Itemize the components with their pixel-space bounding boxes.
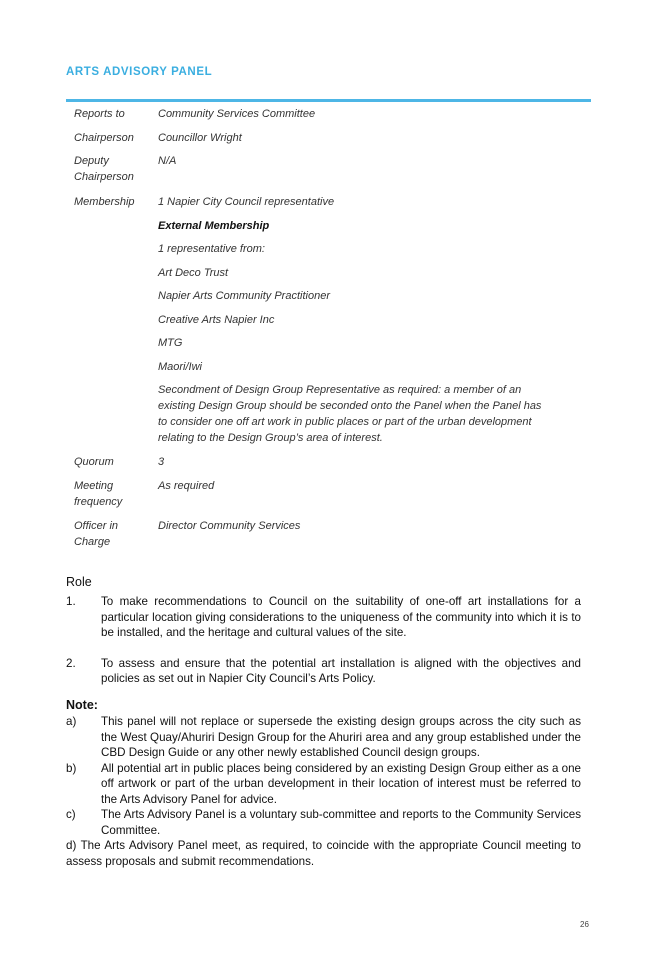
list-marker: 2. (66, 656, 76, 670)
external-membership-heading: External Membership (158, 219, 270, 232)
secondment-line: relating to the Design Group’s area of interest. (158, 432, 383, 444)
secondment-line: to consider one off art work in public places or part of the urban development (158, 416, 532, 428)
secondment-line: Secondment of Design Group Representative as required: a member of an (158, 384, 522, 396)
page-number: 26 (580, 920, 589, 929)
row-value: 3 (158, 456, 165, 468)
role-item (66, 656, 581, 687)
row-value: As required (158, 480, 215, 492)
membership-list (158, 194, 589, 454)
row-label-line: Meeting (74, 480, 114, 492)
row-reports-to (74, 106, 589, 130)
row-label-line: Charge (74, 536, 111, 548)
list-text: This panel will not replace or supersede the existing design groups across the city such as the West Quay/Ahuriri Design Group for the Ahuriri area and any group established under the CBD Design Guide or any other newly established Council design groups. (101, 715, 581, 759)
row-label: Membership (74, 196, 135, 208)
list-text: To make recommendations to Council on the suitability of one-off art installations for a particular location giving considerations to the uniqueness of the community into which it is to be installed, and the heritage and cultural values of the site. (101, 595, 581, 639)
role-heading: Role (66, 575, 92, 589)
membership-line: MTG (158, 337, 183, 349)
list-marker: c) (66, 808, 76, 821)
page-heading: ARTS ADVISORY PANEL (66, 66, 213, 78)
row-label: Quorum (74, 456, 114, 468)
row-meeting-frequency (74, 478, 589, 518)
note-item (66, 807, 581, 838)
row-value: Director Community Services (158, 520, 301, 532)
secondment-line: existing Design Group should be seconded onto the Panel when the Panel has (158, 400, 542, 412)
row-chairperson (74, 130, 589, 153)
membership-line: Creative Arts Napier Inc (158, 313, 275, 326)
note-item (66, 714, 581, 761)
list-marker: 1. (66, 595, 76, 608)
note-heading: Note: (66, 698, 98, 712)
row-officer-in-charge (74, 518, 589, 552)
row-label-line: Deputy (74, 155, 109, 167)
list-text: The Arts Advisory Panel is a voluntary sub-committee and reports to the Community Services Committee. (101, 808, 581, 837)
membership-line: 1 Napier City Council representative (158, 196, 335, 208)
list-text: To assess and ensure that the potential art installation is aligned with the objectives and policies as set out in Napier City Council’s Arts Policy. (101, 656, 581, 685)
membership-line: Art Deco Trust (158, 266, 229, 279)
note-final-paragraph: d) The Arts Advisory Panel meet, as required, to coincide with the appropriate Council meeting to assess proposals and submit recommendations. (66, 839, 581, 868)
row-label (74, 518, 158, 552)
list-marker: b) (66, 761, 77, 775)
row-label (74, 153, 158, 194)
row-label-line: Officer in (74, 520, 119, 532)
membership-line: Maori/Iwi (158, 360, 203, 373)
note-list (66, 714, 581, 869)
row-value: N/A (158, 155, 177, 167)
row-value: Community Services Committee (158, 108, 316, 120)
list-text: All potential art in public places being considered by an existing Design Group either as a one off artwork or part of the urban development in their location of interest must be referred to the Arts Advisory Panel for advice. (101, 761, 581, 806)
row-label (74, 478, 158, 518)
note-item (66, 761, 581, 808)
row-membership (74, 194, 589, 454)
row-quorum (74, 454, 589, 478)
info-table (74, 106, 589, 552)
role-item (66, 594, 581, 641)
list-marker: a) (66, 715, 77, 728)
membership-line: Napier Arts Community Practitioner (158, 290, 330, 302)
row-label-line: frequency (74, 496, 123, 508)
row-label-line: Chairperson (74, 171, 134, 183)
membership-line: 1 representative from: (158, 243, 265, 255)
row-value: Councillor Wright (158, 132, 242, 144)
row-label: Chairperson (74, 132, 134, 144)
role-list (66, 594, 581, 687)
row-deputy-chairperson (74, 153, 589, 194)
heading-rule (66, 99, 591, 102)
row-label: Reports to (74, 108, 125, 120)
